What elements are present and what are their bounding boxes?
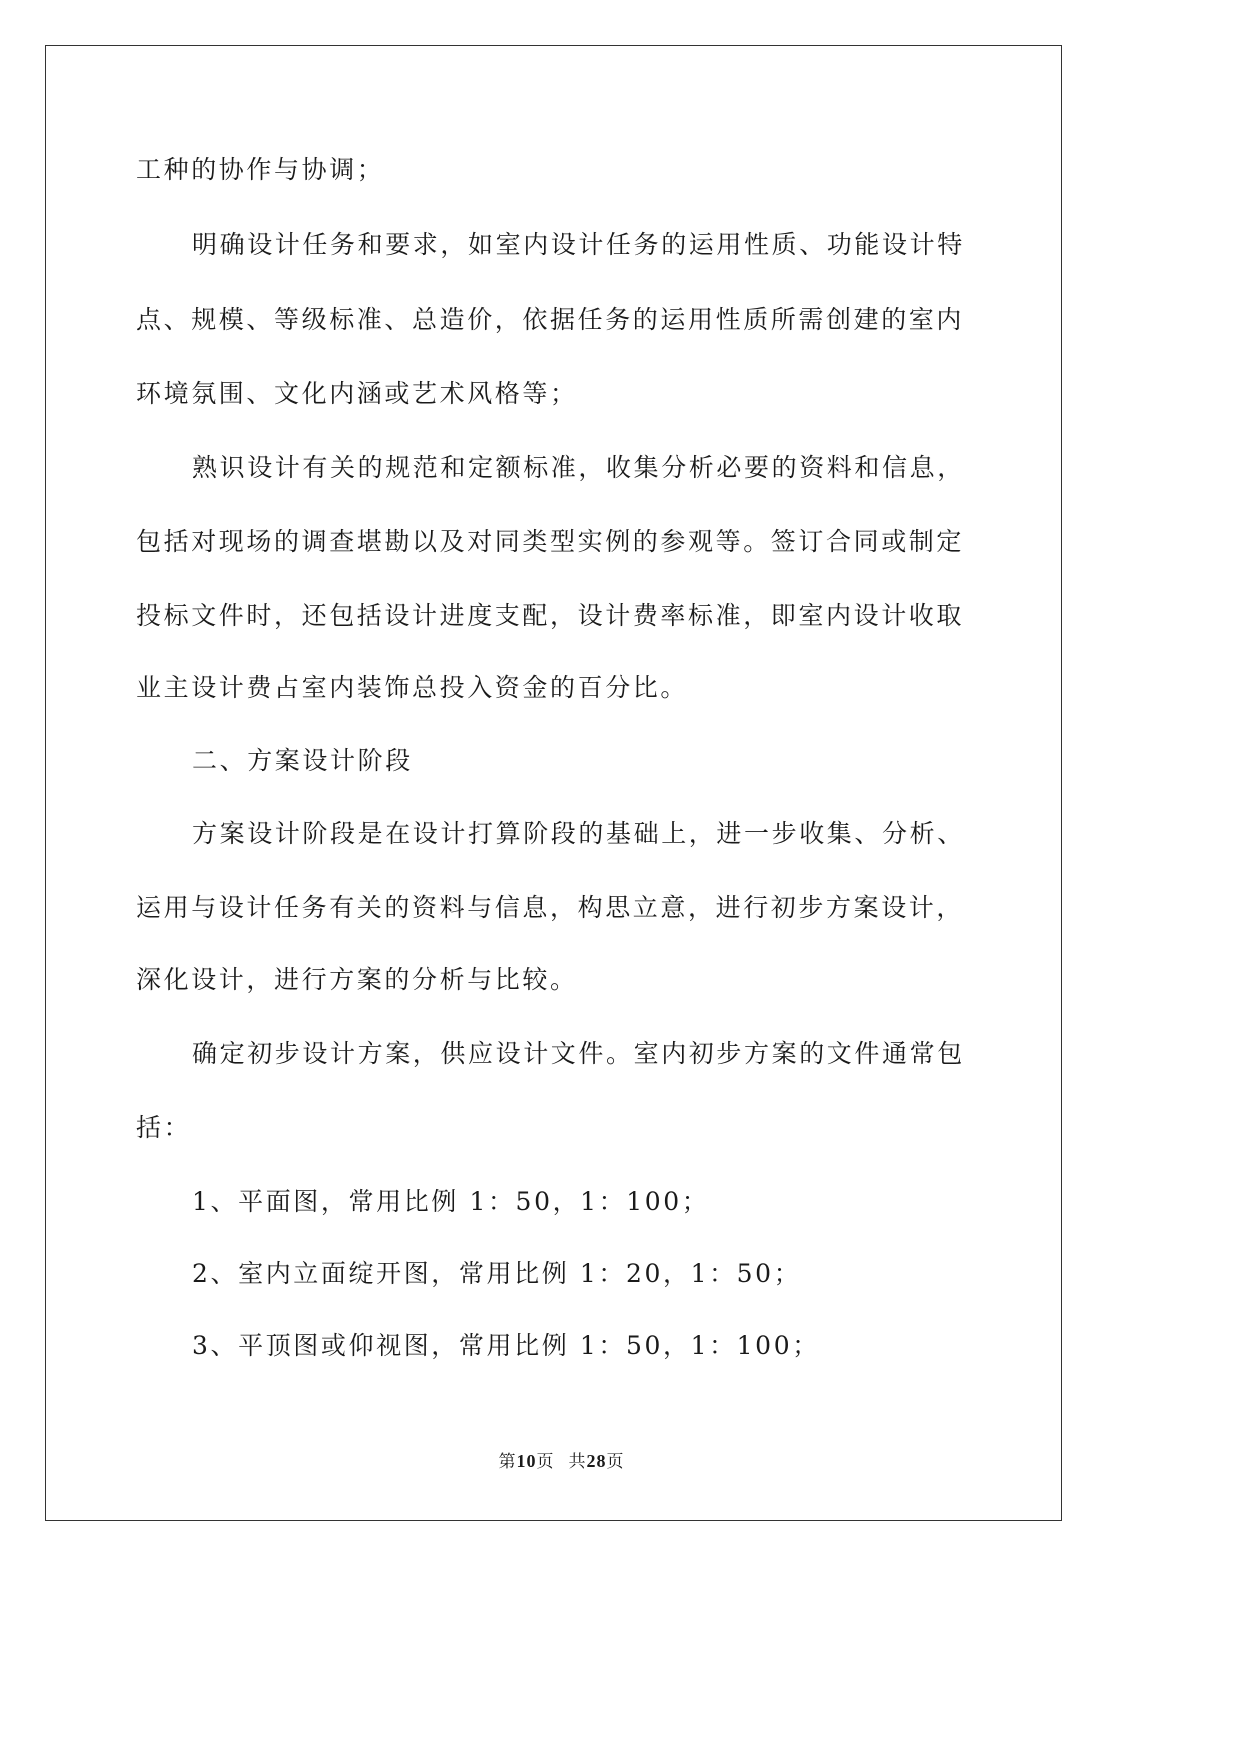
text-line: 方案设计阶段是在设计打算阶段的基础上，进一步收集、分析、 bbox=[192, 819, 965, 848]
page-number: 10 bbox=[516, 1451, 537, 1471]
list-item: 1、平面图，常用比例 1：50，1：100； bbox=[192, 1187, 710, 1216]
text-line: 熟识设计有关的规范和定额标准，收集分析必要的资料和信息， bbox=[192, 453, 965, 482]
text-line: 工种的协作与协调； bbox=[136, 155, 385, 184]
page-footer bbox=[0, 1450, 1123, 1473]
total-prefix: 共 bbox=[568, 1452, 587, 1472]
text-line: 运用与设计任务有关的资料与信息，构思立意，进行初步方案设计， bbox=[136, 893, 965, 922]
section-heading: 二、方案设计阶段 bbox=[192, 746, 413, 775]
page-border bbox=[45, 45, 1062, 1521]
text-line: 业主设计费占室内装饰总投入资金的百分比。 bbox=[136, 673, 689, 702]
text-line: 环境氛围、文化内涵或艺术风格等； bbox=[136, 379, 578, 408]
list-item: 2、室内立面绽开图，常用比例 1：20，1：50； bbox=[192, 1259, 802, 1288]
text-line: 点、规模、等级标准、总造价，依据任务的运用性质所需创建的室内 bbox=[136, 305, 965, 334]
page-prefix: 第 bbox=[498, 1452, 517, 1472]
list-item: 3、平顶图或仰视图，常用比例 1：50，1：100； bbox=[192, 1331, 820, 1360]
text-line: 包括对现场的调查堪勘以及对同类型实例的参观等。签订合同或制定 bbox=[136, 527, 965, 556]
page-unit: 页 bbox=[536, 1452, 555, 1472]
text-line: 深化设计，进行方案的分析与比较。 bbox=[136, 965, 578, 994]
text-line: 明确设计任务和要求，如室内设计任务的运用性质、功能设计特 bbox=[192, 230, 965, 259]
text-line: 投标文件时，还包括设计进度支配，设计费率标准，即室内设计收取 bbox=[136, 601, 965, 630]
total-unit: 页 bbox=[606, 1452, 625, 1472]
total-pages: 28 bbox=[586, 1451, 607, 1471]
text-line: 括： bbox=[136, 1113, 192, 1142]
text-line: 确定初步设计方案，供应设计文件。室内初步方案的文件通常包 bbox=[192, 1039, 965, 1068]
